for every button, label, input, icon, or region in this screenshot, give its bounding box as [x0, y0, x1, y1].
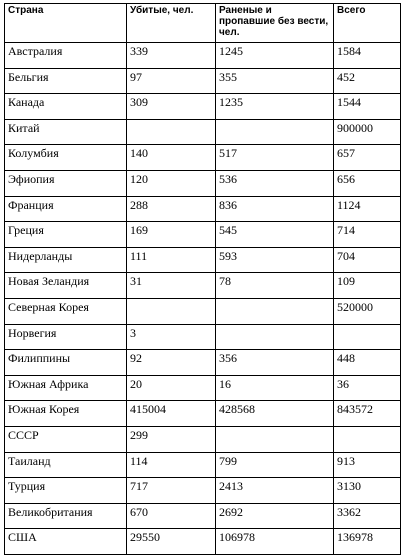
cell-country: Бельгия: [5, 68, 127, 94]
cell-wounded-missing: 536: [216, 170, 334, 196]
cell-killed: 339: [127, 43, 216, 69]
table-row: [5, 452, 401, 478]
cell-country: Греция: [5, 222, 127, 248]
table-row: [5, 478, 401, 504]
cell-total: 3130: [334, 478, 401, 504]
table-header-row: [5, 4, 401, 43]
cell-total: 36: [334, 375, 401, 401]
cell-country: Колумбия: [5, 145, 127, 171]
cell-total: 657: [334, 145, 401, 171]
cell-killed: 299: [127, 426, 216, 452]
cell-killed: 114: [127, 452, 216, 478]
cell-killed: 97: [127, 68, 216, 94]
cell-country: СССР: [5, 426, 127, 452]
table-row: [5, 145, 401, 171]
cell-killed: 670: [127, 503, 216, 529]
table-body: [5, 43, 401, 555]
header-killed: Убитые, чел.: [127, 4, 216, 43]
cell-wounded-missing: 78: [216, 273, 334, 299]
cell-total: 452: [334, 68, 401, 94]
cell-total: 843572: [334, 401, 401, 427]
cell-country: Норвегия: [5, 324, 127, 350]
cell-country: Северная Корея: [5, 298, 127, 324]
cell-total: 656: [334, 170, 401, 196]
table-row: [5, 94, 401, 120]
cell-wounded-missing: 2692: [216, 503, 334, 529]
cell-country: Турция: [5, 478, 127, 504]
cell-country: Австралия: [5, 43, 127, 69]
cell-killed: 169: [127, 222, 216, 248]
table-row: [5, 68, 401, 94]
cell-total: 448: [334, 350, 401, 376]
table-row: [5, 375, 401, 401]
table-row: [5, 119, 401, 145]
table-row: [5, 247, 401, 273]
cell-killed: 309: [127, 94, 216, 120]
cell-wounded-missing: 1235: [216, 94, 334, 120]
cell-wounded-missing: 1245: [216, 43, 334, 69]
cell-total: 1584: [334, 43, 401, 69]
cell-wounded-missing: 2413: [216, 478, 334, 504]
cell-wounded-missing: 545: [216, 222, 334, 248]
cell-wounded-missing: 428568: [216, 401, 334, 427]
cell-country: Таиланд: [5, 452, 127, 478]
casualties-table: [4, 3, 401, 555]
cell-killed: 92: [127, 350, 216, 376]
cell-country: Канада: [5, 94, 127, 120]
cell-wounded-missing: 355: [216, 68, 334, 94]
cell-country: Южная Африка: [5, 375, 127, 401]
header-total: Всего: [334, 4, 401, 43]
cell-country: Франция: [5, 196, 127, 222]
casualties-table-container: [4, 3, 400, 555]
cell-country: Великобритания: [5, 503, 127, 529]
cell-killed: 717: [127, 478, 216, 504]
cell-country: Южная Корея: [5, 401, 127, 427]
cell-wounded-missing: 799: [216, 452, 334, 478]
cell-total: [334, 426, 401, 452]
cell-wounded-missing: 16: [216, 375, 334, 401]
cell-wounded-missing: 106978: [216, 529, 334, 555]
cell-country: США: [5, 529, 127, 555]
cell-killed: 20: [127, 375, 216, 401]
cell-wounded-missing: [216, 298, 334, 324]
cell-country: Филиппины: [5, 350, 127, 376]
table-row: [5, 529, 401, 555]
cell-wounded-missing: 517: [216, 145, 334, 171]
cell-total: 136978: [334, 529, 401, 555]
cell-wounded-missing: 356: [216, 350, 334, 376]
table-row: [5, 170, 401, 196]
cell-total: 3362: [334, 503, 401, 529]
table-row: [5, 401, 401, 427]
cell-killed: 31: [127, 273, 216, 299]
cell-wounded-missing: 836: [216, 196, 334, 222]
cell-total: 1124: [334, 196, 401, 222]
cell-total: 109: [334, 273, 401, 299]
cell-killed: [127, 119, 216, 145]
cell-total: 900000: [334, 119, 401, 145]
cell-killed: 415004: [127, 401, 216, 427]
cell-wounded-missing: [216, 426, 334, 452]
table-row: [5, 426, 401, 452]
header-wounded-missing: Раненые и пропавшие без вести, чел.: [216, 4, 334, 43]
table-row: [5, 298, 401, 324]
table-row: [5, 222, 401, 248]
cell-killed: 288: [127, 196, 216, 222]
cell-country: Китай: [5, 119, 127, 145]
cell-total: 714: [334, 222, 401, 248]
cell-killed: 111: [127, 247, 216, 273]
cell-killed: [127, 298, 216, 324]
table-row: [5, 324, 401, 350]
cell-killed: 29550: [127, 529, 216, 555]
cell-country: Нидерланды: [5, 247, 127, 273]
cell-total: [334, 324, 401, 350]
cell-total: 1544: [334, 94, 401, 120]
table-row: [5, 273, 401, 299]
table-row: [5, 196, 401, 222]
cell-country: Эфиопия: [5, 170, 127, 196]
header-country: Страна: [5, 4, 127, 43]
cell-total: 913: [334, 452, 401, 478]
cell-total: 520000: [334, 298, 401, 324]
cell-wounded-missing: [216, 119, 334, 145]
table-row: [5, 350, 401, 376]
cell-wounded-missing: [216, 324, 334, 350]
cell-wounded-missing: 593: [216, 247, 334, 273]
cell-killed: 3: [127, 324, 216, 350]
cell-killed: 120: [127, 170, 216, 196]
table-row: [5, 503, 401, 529]
cell-killed: 140: [127, 145, 216, 171]
table-row: [5, 43, 401, 69]
cell-country: Новая Зеландия: [5, 273, 127, 299]
cell-total: 704: [334, 247, 401, 273]
